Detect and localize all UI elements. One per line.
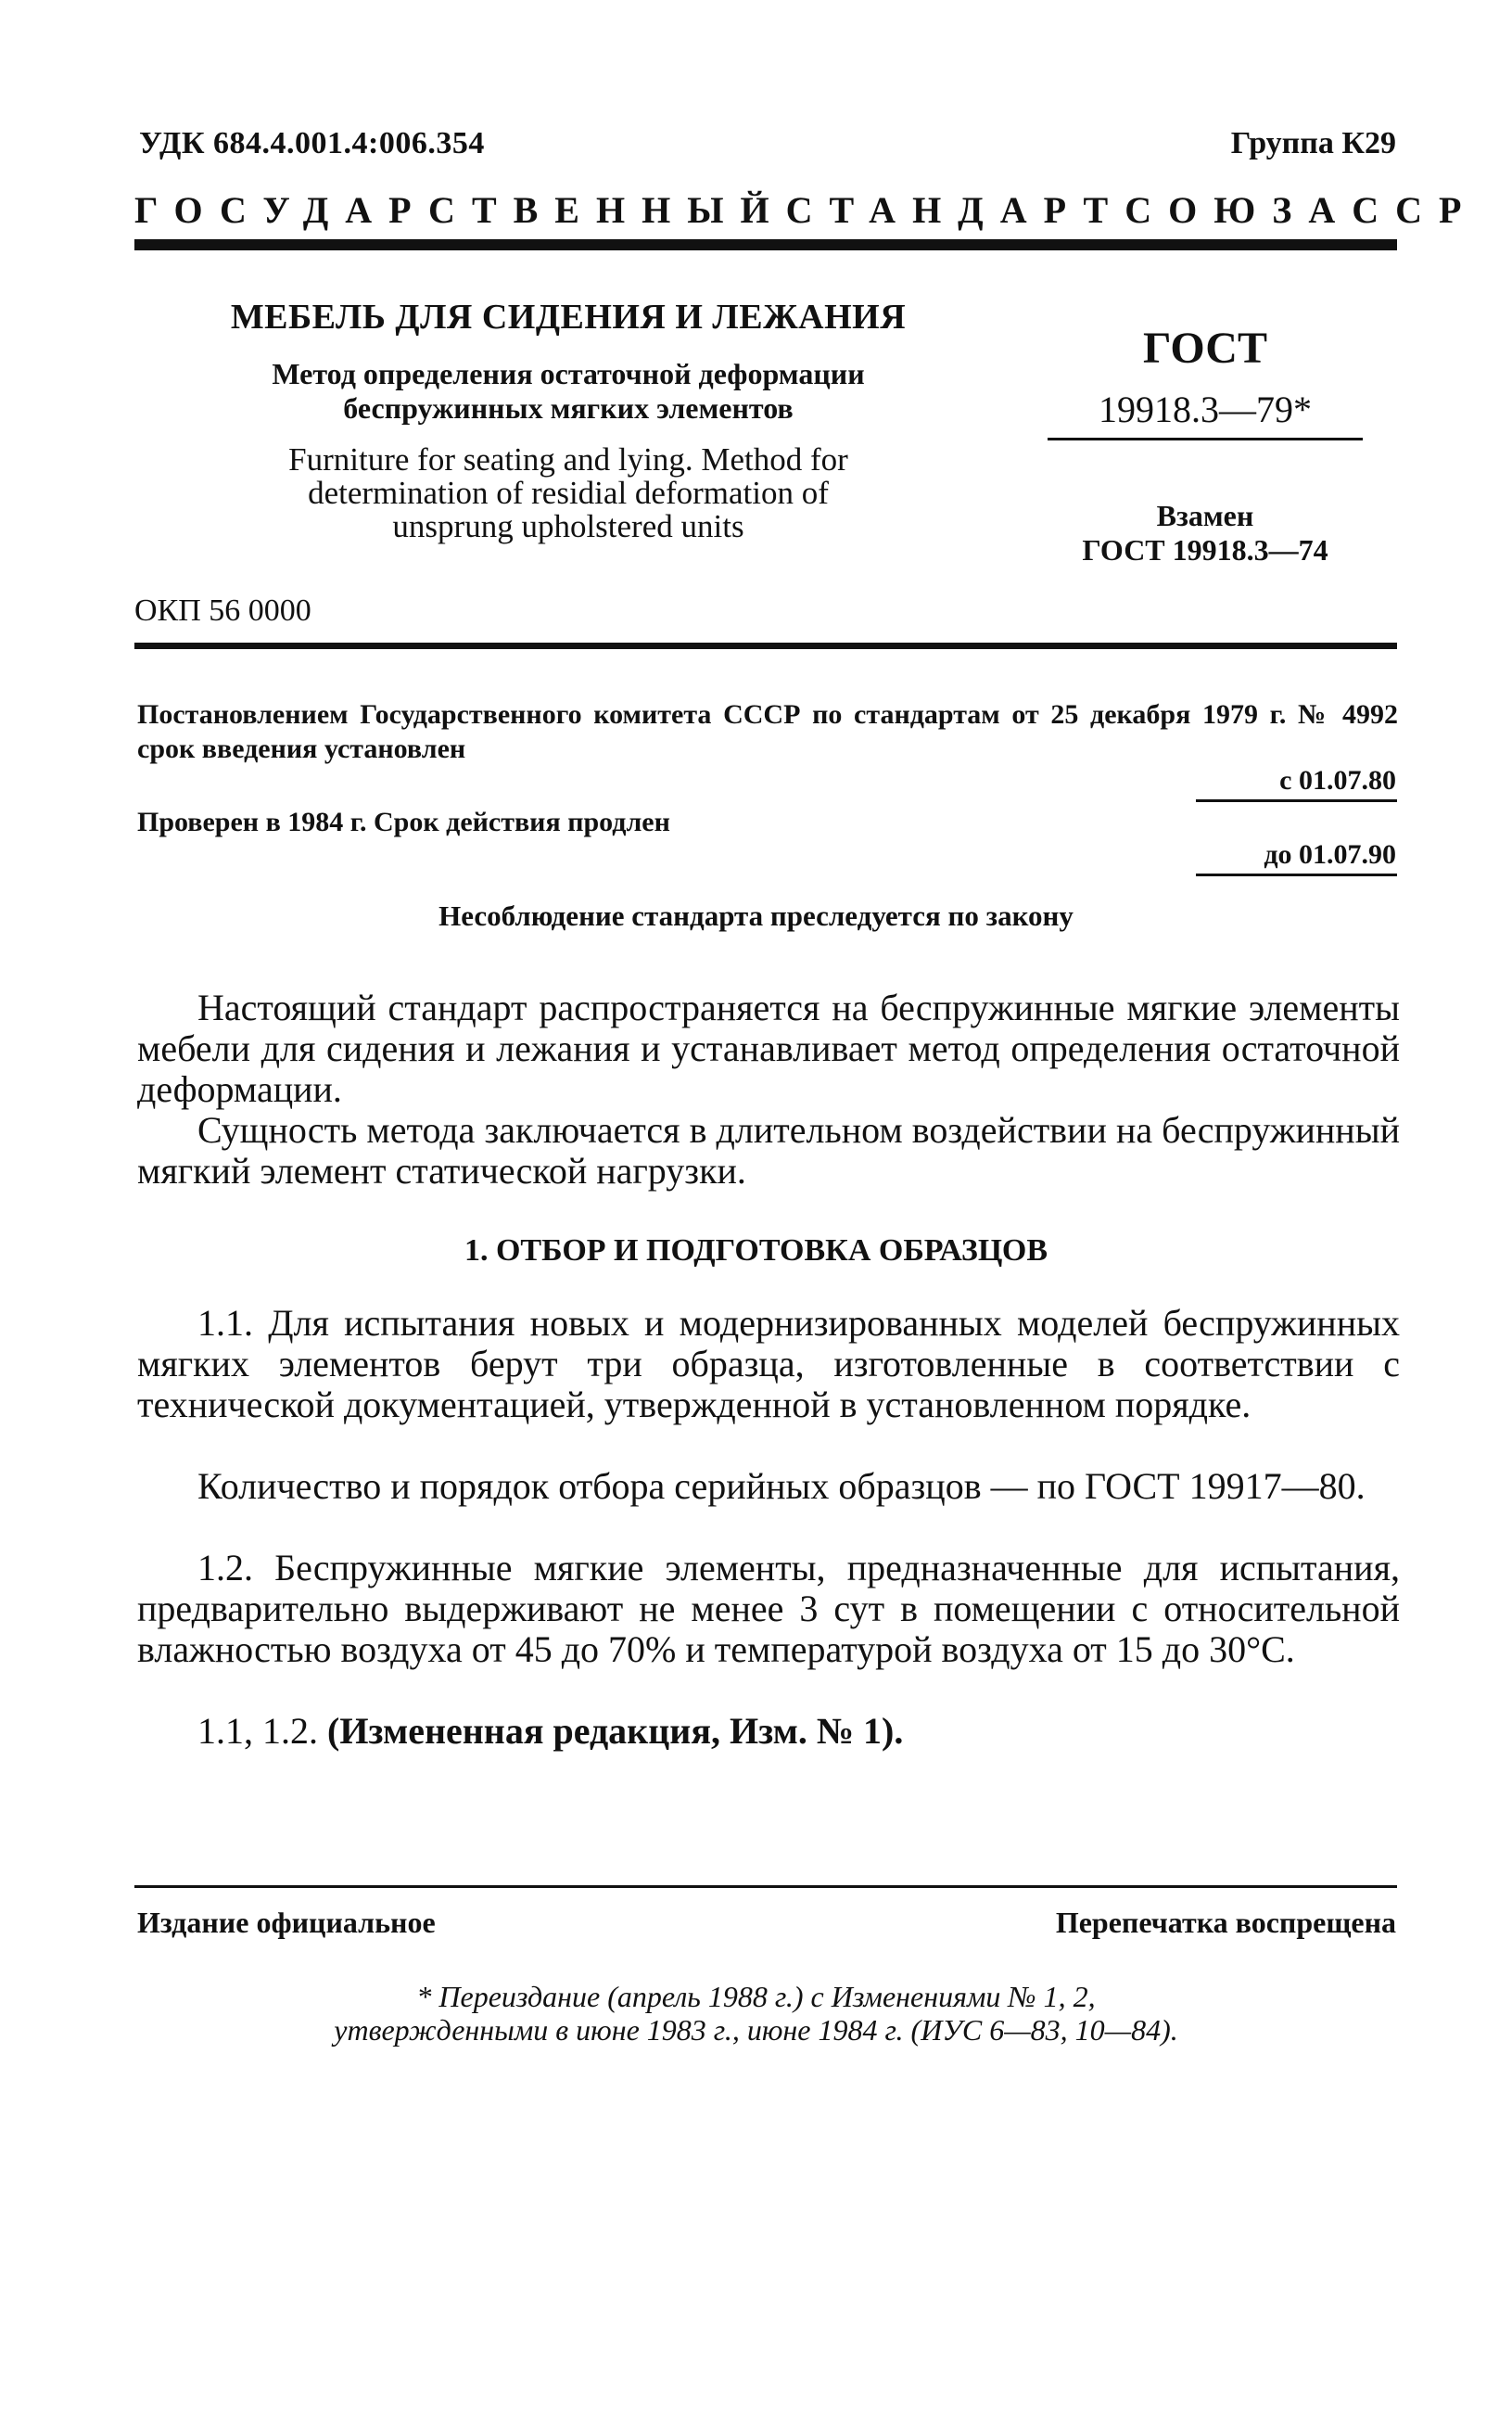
state-standard-word-4: ССР	[1352, 189, 1479, 231]
from-date-underline	[1196, 799, 1397, 802]
amendment-clauses: 1.1, 1.2.	[197, 1710, 327, 1752]
english-title-line-2: determination of residial deformation of	[308, 475, 829, 511]
okp-code: ОКП 56 0000	[134, 593, 311, 628]
english-title-line-3: unsprung upholstered units	[392, 508, 744, 544]
state-standard-word-2: СТАНДАРТ	[785, 189, 1125, 231]
subtitle-line-1: Метод определения остаточной деформации	[272, 357, 865, 390]
amendment-text: (Измененная редакция, Изм. № 1).	[327, 1710, 904, 1752]
amendment-note	[137, 1711, 1400, 1752]
clause-1-2: 1.2. Беспружинные мягкие элементы, предназначенные для испытания, предварительно выдерживают не менее 3 сут в помещении с относительной влажностью воздуха от 45 до 70% и температурой воздуха от 15 до 30°С.	[137, 1547, 1400, 1670]
group-code: Группа К29	[1230, 126, 1396, 160]
decree-text: Постановлением Государственного комитета СССР по стандартам от 25 декабря 1979 г. № 4992 срок введения установлен	[137, 699, 1398, 764]
reissue-footnote	[0, 1980, 1512, 2047]
intro-paragraph-2: Сущность метода заключается в длительном воздействии на беспружинный мягкий элемент статической нагрузки.	[137, 1109, 1400, 1192]
replace-label: Взамен	[1156, 499, 1254, 532]
state-standard-word-1: ГОСУДАРСТВЕННЫЙ	[134, 189, 786, 231]
udk-code: УДК 684.4.001.4:006.354	[139, 126, 485, 160]
english-title-line-1: Furniture for seating and lying. Method for	[288, 441, 848, 478]
section-1-title: 1. ОТБОР И ПОДГОТОВКА ОБРАЗЦОВ	[464, 1233, 1048, 1268]
header-rule	[134, 239, 1397, 250]
section-rule	[134, 643, 1397, 649]
footnote-line-1: * Переиздание (апрель 1988 г.) с Изменениями № 1, 2,	[416, 1980, 1096, 2013]
noncompliance-notice: Несоблюдение стандарта преследуется по закону	[438, 899, 1074, 932]
subtitle-line-2: беспружинных мягких элементов	[343, 391, 794, 425]
state-standard-word-3: СОЮЗА	[1124, 189, 1353, 231]
gost-divider	[1048, 438, 1363, 440]
gost-number: 19918.3—79*	[1099, 389, 1312, 430]
checked-note: Проверен в 1984 г. Срок действия продлен	[137, 807, 670, 837]
to-date-underline	[1196, 874, 1397, 876]
reprint-prohibited: Перепечатка воспрещена	[1055, 1906, 1396, 1939]
intro-paragraph-1: Настоящий стандарт распространяется на беспружинные мягкие элементы мебели для сидения и лежания и устанавливает метод определения остаточной деформации.	[137, 987, 1400, 1110]
replaced-standard: ГОСТ 19918.3—74	[1082, 533, 1328, 567]
effective-from-date: с 01.07.80	[1279, 765, 1396, 796]
gost-label: ГОСТ	[1143, 324, 1267, 373]
standard-subtitle	[211, 357, 925, 426]
standard-title: МЕБЕЛЬ ДЛЯ СИДЕНИЯ И ЛЕЖАНИЯ	[230, 298, 907, 337]
footnote-line-2: утвержденными в июне 1983 г., июне 1984 г. (ИУС 6—83, 10—84).	[334, 2013, 1178, 2047]
clause-1-1: 1.1. Для испытания новых и модернизированных моделей беспружинных мягких элементов берут три образца, изготовленные в соответствии с технической документацией, утвержденной в установленном порядке.	[137, 1302, 1400, 1425]
extended-to-date: до 01.07.90	[1264, 839, 1396, 870]
english-title	[211, 443, 925, 543]
state-standard-heading	[134, 188, 1479, 232]
footer-rule	[134, 1885, 1397, 1888]
official-edition: Издание официальное	[137, 1906, 436, 1939]
clause-1-1-sampling: Количество и порядок отбора серийных образцов — по ГОСТ 19917—80.	[197, 1465, 1366, 1507]
